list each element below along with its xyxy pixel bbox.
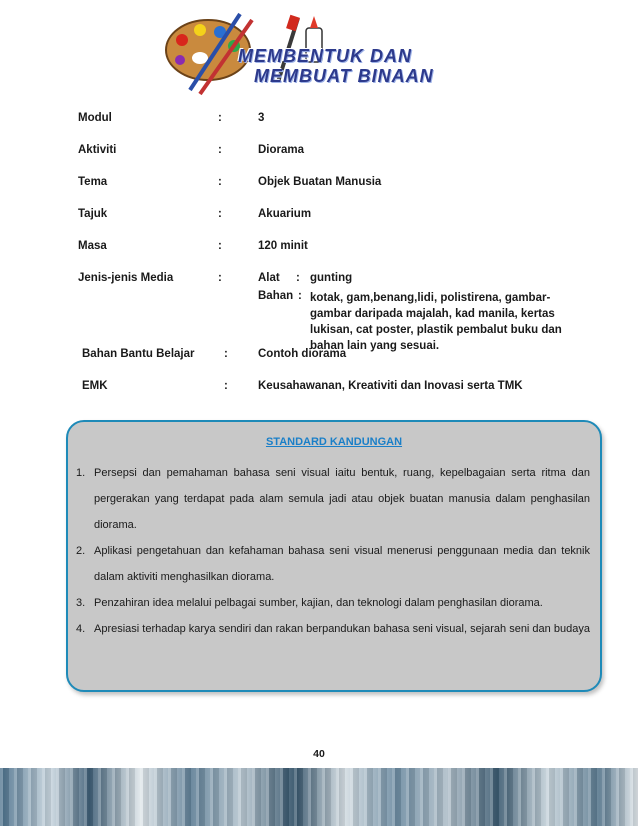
info-value: 3 xyxy=(258,112,265,124)
standard-kandungan-list xyxy=(76,460,590,642)
info-row-tajuk xyxy=(78,208,598,224)
media-bahan xyxy=(258,290,598,354)
list-item-text: Persepsi dan pemahaman bahasa seni visual iaitu bentuk, ruang, kepelbagaian serta ritma dan pergerakan yang terdapat pada alam semula jadi atau objek buatan manusia dalam penghasilan diorama. xyxy=(94,467,590,531)
info-value: 120 minit xyxy=(258,240,308,252)
info-value: Objek Buatan Manusia xyxy=(258,176,382,188)
media-alat-key: Alat xyxy=(258,272,280,284)
list-item xyxy=(76,538,590,590)
list-item-number: 3. xyxy=(76,597,86,609)
banner-title xyxy=(238,46,483,92)
info-label: Aktiviti xyxy=(78,144,117,156)
media-bahan-value: kotak, gam,benang,lidi, polistirena, gambar-gambar daripada majalah, kad manila, kertas lukisan, cat poster, plastik pembalut buku dan bahan lain yang sesuai. xyxy=(310,292,562,352)
media-alat xyxy=(258,272,598,288)
standard-kandungan-title: STANDARD KANDUNGAN xyxy=(265,436,403,448)
info-label: Jenis-jenis Media xyxy=(78,272,174,284)
list-item xyxy=(76,590,590,616)
list-item-number: 4. xyxy=(76,623,86,635)
standard-kandungan-box xyxy=(66,420,602,692)
footer-decorative-strip xyxy=(0,768,638,826)
banner-title-line2: MEMBUAT BINAAN xyxy=(254,66,434,86)
list-item xyxy=(76,616,590,642)
page-number: 40 xyxy=(313,748,325,760)
info-label: Bahan Bantu Belajar xyxy=(82,348,195,360)
media-bahan-colon: : xyxy=(298,290,302,302)
media-bahan-key: Bahan xyxy=(258,290,294,302)
list-item xyxy=(76,460,590,538)
info-row-modul xyxy=(78,112,598,128)
info-colon: : xyxy=(218,240,222,252)
media-alat-colon: : xyxy=(296,272,300,284)
info-label: EMK xyxy=(82,380,108,392)
info-row-emk xyxy=(82,380,602,396)
list-item-number: 2. xyxy=(76,545,86,557)
info-row-masa xyxy=(78,240,598,256)
info-colon: : xyxy=(218,112,222,124)
info-value: Keusahawanan, Kreativiti dan Inovasi serta TMK xyxy=(258,380,523,392)
info-colon: : xyxy=(224,380,228,392)
list-item-text: Aplikasi pengetahuan dan kefahaman bahasa seni visual menerusi penggunaan media dan teknik dalam aktiviti menghasilkan diorama. xyxy=(94,545,590,583)
list-item-number: 1. xyxy=(76,467,86,479)
info-row-aktiviti xyxy=(78,144,598,160)
banner-title-line1: MEMBENTUK DAN xyxy=(238,46,412,66)
info-row-bahan-bantu xyxy=(82,348,602,364)
info-colon: : xyxy=(218,176,222,188)
media-alat-value: gunting xyxy=(310,272,353,284)
list-item-text: Penzahiran idea melalui pelbagai sumber, kajian, dan teknologi dalam penghasilan diorama. xyxy=(94,597,543,609)
info-label: Tajuk xyxy=(78,208,108,220)
info-colon: : xyxy=(218,208,222,220)
info-colon: : xyxy=(224,348,228,360)
info-colon: : xyxy=(218,144,222,156)
info-row-tema xyxy=(78,176,598,192)
list-item-text: Apresiasi terhadap karya sendiri dan rakan berpandukan bahasa seni visual, sejarah seni dan budaya xyxy=(94,623,590,635)
info-colon: : xyxy=(218,272,222,284)
info-value: Contoh diorama xyxy=(258,348,347,360)
info-value: Diorama xyxy=(258,144,305,156)
info-value: Akuarium xyxy=(258,208,312,220)
info-label: Masa xyxy=(78,240,107,252)
info-label: Modul xyxy=(78,112,112,124)
info-row-media xyxy=(78,272,598,352)
info-label: Tema xyxy=(78,176,108,188)
